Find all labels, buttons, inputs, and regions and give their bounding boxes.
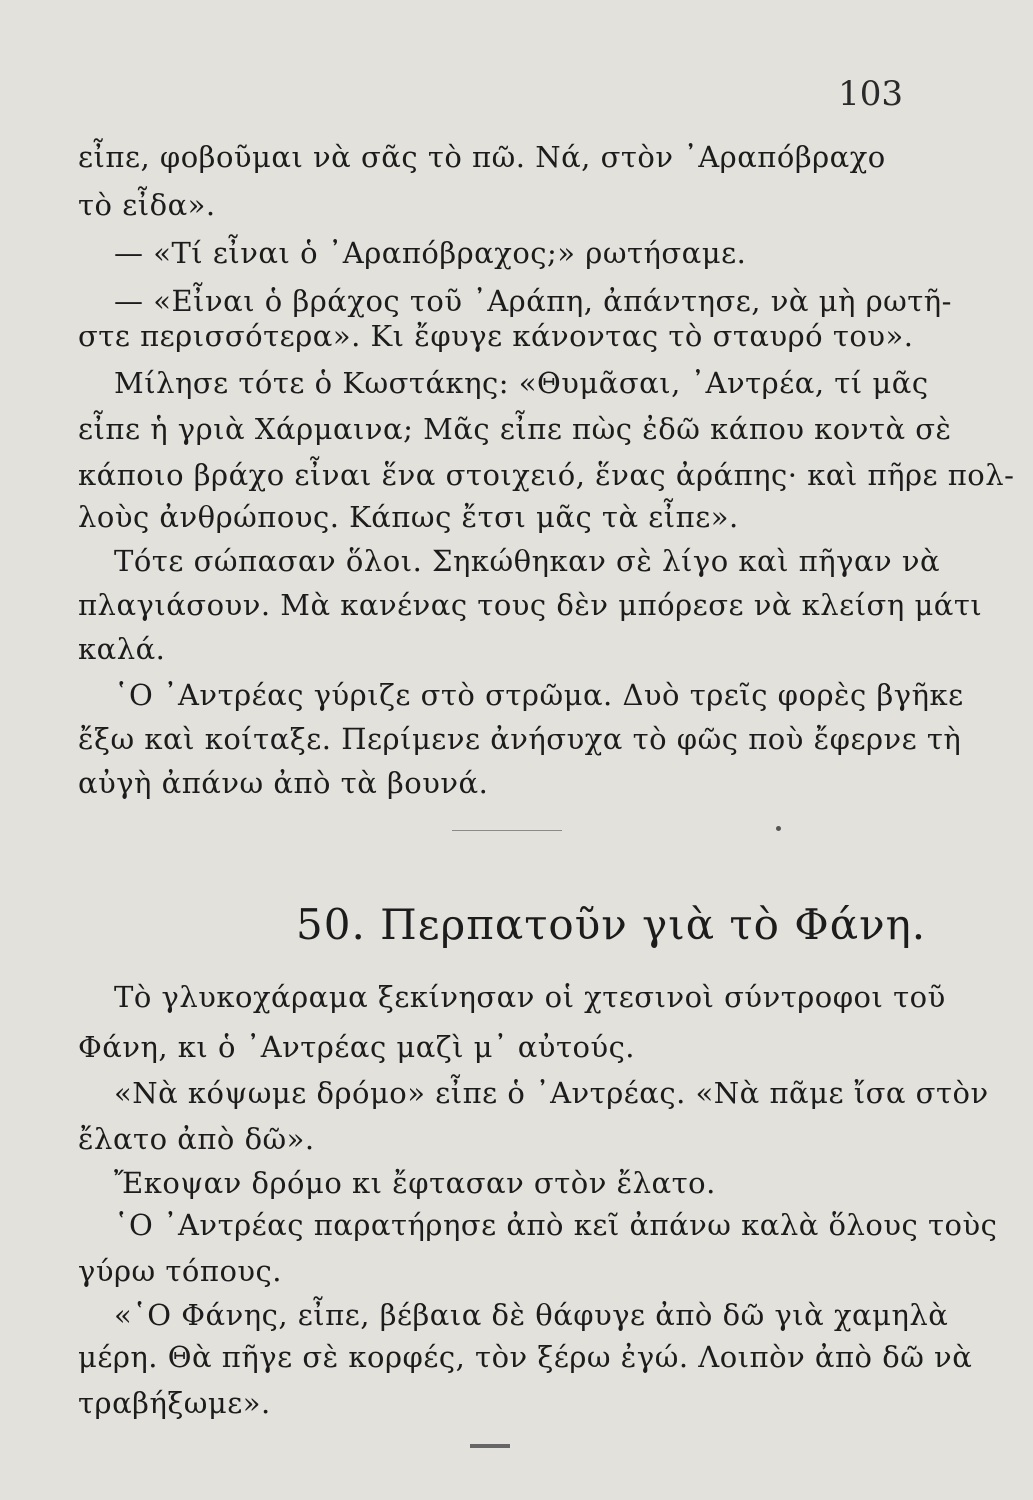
end-mark <box>470 1444 510 1448</box>
text-line: «Νὰ κόψωμε δρόμο» εἶπε ὁ ᾿Αντρέας. «Νὰ πᾶμε ἴσα στὸν <box>114 1076 989 1110</box>
text-line: «῾Ο Φάνης, εἶπε, βέβαια δὲ θάφυγε ἀπὸ δῶ γιὰ χαμηλὰ <box>114 1298 949 1332</box>
text-line: κάποιο βράχο εἶναι ἕνα στοιχειό, ἕνας ἀράπης· καὶ πῆρε πολ- <box>78 458 1015 492</box>
text-line: εἶπε, φοβοῦμαι νὰ σᾶς τὸ πῶ. Νά, στὸν ᾿Αραπόβραχο <box>78 140 886 174</box>
text-line: αὐγὴ ἀπάνω ἀπὸ τὰ βουνά. <box>78 766 489 800</box>
text-line: τὸ εἶδα». <box>78 188 216 222</box>
text-line: εἶπε ἡ γριὰ Χάρμαινα; Μᾶς εἶπε πὼς ἐδῶ κάπου κοντὰ σὲ <box>78 412 952 446</box>
text-line: Ἔκοψαν δρόμο κι ἔφτασαν στὸν ἔλατο. <box>114 1166 716 1200</box>
text-line: ἔξω καὶ κοίταξε. Περίμενε ἀνήσυχα τὸ φῶς ποὺ ἔφερνε τὴ <box>78 722 962 756</box>
text-line: καλά. <box>78 632 166 666</box>
text-line: γύρω τόπους. <box>78 1254 282 1288</box>
text-line: ῾Ο ᾿Αντρέας γύριζε στὸ στρῶμα. Δυὸ τρεῖς φορὲς βγῆκε <box>114 678 964 712</box>
text-line: στε περισσότερα». Κι ἔφυγε κάνοντας τὸ σταυρό του». <box>78 319 914 353</box>
text-line: Φάνη, κι ὁ ᾿Αντρέας μαζὶ μ᾿ αὐτούς. <box>78 1030 636 1064</box>
text-line: — «Εἶναι ὁ βράχος τοῦ ᾿Αράπη, ἀπάντησε, νὰ μὴ ρωτῆ- <box>114 284 952 318</box>
text-line: Μίλησε τότε ὁ Κωστάκης: «Θυμᾶσαι, ᾿Αντρέα, τί μᾶς <box>114 366 929 400</box>
text-line: τραβήξωμε». <box>78 1386 271 1420</box>
text-line: Τὸ γλυκοχάραμα ξεκίνησαν οἱ χτεσινοὶ σύντροφοι τοῦ <box>114 980 946 1014</box>
text-line: ἔλατο ἀπὸ δῶ». <box>78 1122 315 1156</box>
section-divider <box>452 830 562 831</box>
text-line: λοὺς ἀνθρώπους. Κάπως ἔτσι μᾶς τὰ εἶπε». <box>78 500 739 534</box>
text-line: Τότε σώπασαν ὅλοι. Σηκώθηκαν σὲ λίγο καὶ πῆγαν νὰ <box>114 544 941 578</box>
text-line: μέρη. Θὰ πῆγε σὲ κορφές, τὸν ξέρω ἐγώ. Λοιπὸν ἀπὸ δῶ νὰ <box>78 1340 973 1374</box>
ink-dot <box>776 826 781 831</box>
text-line: πλαγιάσουν. Μὰ κανένας τους δὲν μπόρεσε νὰ κλείση μάτι <box>78 588 983 622</box>
chapter-title: 50. Περπατοῦν γιὰ τὸ Φάνη. <box>296 900 927 949</box>
text-line: ῾Ο ᾿Αντρέας παρατήρησε ἀπὸ κεῖ ἀπάνω καλὰ ὅλους τοὺς <box>114 1208 998 1242</box>
text-line: — «Τί εἶναι ὁ ᾿Αραπόβραχος;» ρωτήσαμε. <box>114 236 747 270</box>
page-number: 103 <box>838 74 903 114</box>
